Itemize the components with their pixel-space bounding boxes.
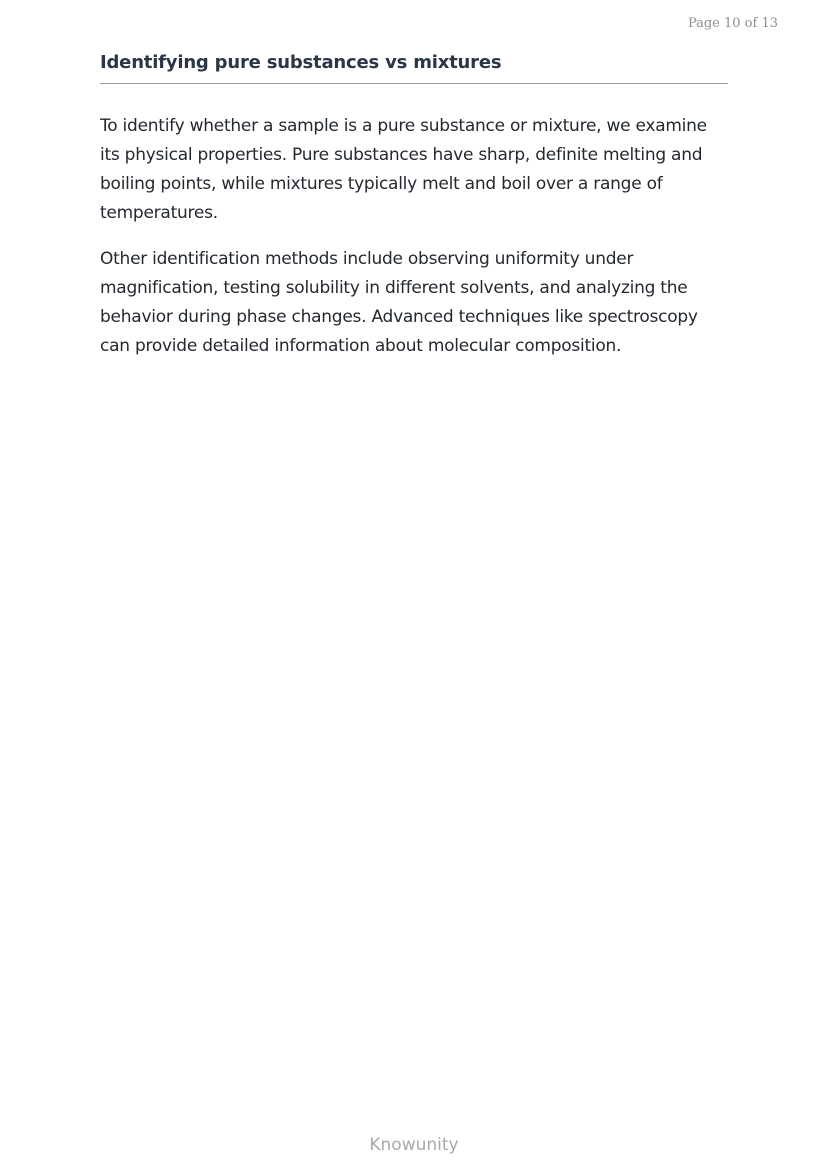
footer-brand: Knowunity [369, 1135, 459, 1155]
body-paragraph: To identify whether a sample is a pure substance or mixture, we examine its physical properties. Pure substances have sharp, definite melting and boiling points, while mixtures typically melt and boil over a range of temperatures. [100, 116, 707, 223]
section-heading: Identifying pure substances vs mixtures [100, 52, 728, 84]
main-content [100, 52, 728, 361]
body-paragraph: Other identification methods include observing uniformity under magnification, testing solubility in different solvents, and analyzing the behavior during phase changes. Advanced techniques like spectroscopy can provide detailed information about molecular composition. [100, 249, 698, 356]
page-number: Page 10 of 13 [687, 16, 778, 31]
